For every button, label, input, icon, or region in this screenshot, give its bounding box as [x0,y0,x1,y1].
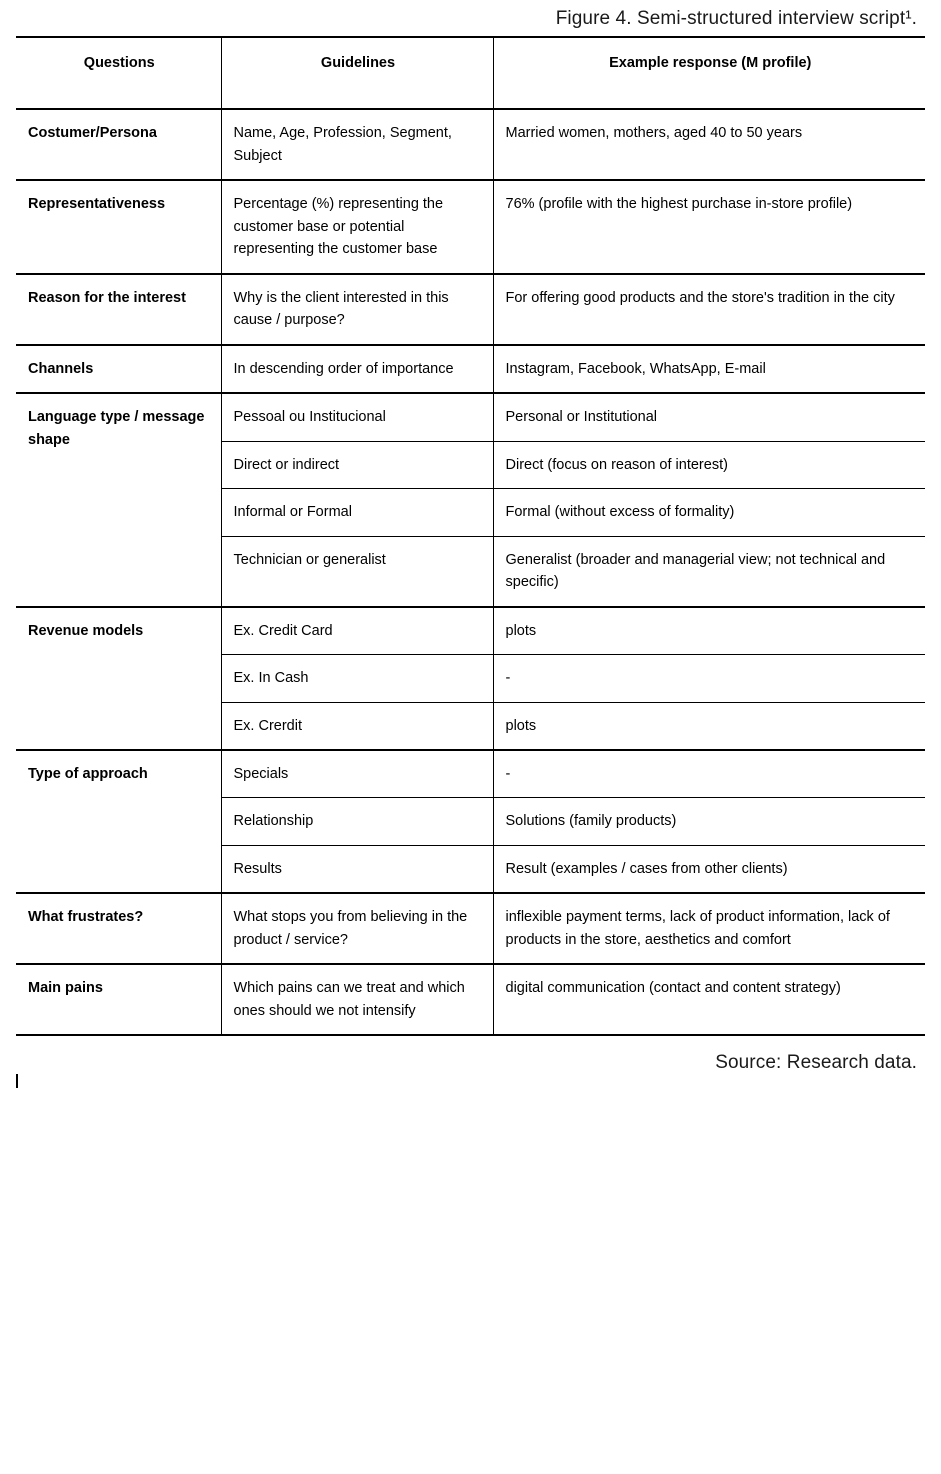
response-cell: plots [493,702,925,750]
table-bottom-rule [16,1035,925,1046]
question-cell: Language type / message shape [16,393,221,606]
guideline-cell: Ex. Crerdit [221,702,493,750]
question-cell: Main pains [16,964,221,1035]
guideline-cell: Percentage (%) representing the customer base or potential representing the customer base [221,180,493,273]
guideline-cell: Pessoal ou Institucional [221,393,493,441]
response-cell: - [493,655,925,702]
guideline-cell: What stops you from believing in the product / service? [221,893,493,964]
question-cell: Type of approach [16,750,221,893]
response-cell: 76% (profile with the highest purchase in-store profile) [493,180,925,273]
table-row [16,109,925,180]
question-cell: Channels [16,345,221,393]
table-row [16,180,925,273]
response-cell: inflexible payment terms, lack of product information, lack of products in the store, aesthetics and comfort [493,893,925,964]
guideline-cell: In descending order of importance [221,345,493,393]
table-bottom-rule-cell [493,1035,925,1046]
question-cell: What frustrates? [16,893,221,964]
guideline-cell: Why is the client interested in this cause / purpose? [221,274,493,345]
table-row [16,345,925,393]
guideline-cell: Ex. Credit Card [221,607,493,655]
source-caption: Source: Research data. [715,1052,917,1074]
question-cell: Revenue models [16,607,221,750]
table-row [16,893,925,964]
response-cell: Solutions (family products) [493,798,925,845]
guideline-cell: Results [221,845,493,893]
table-row [16,750,925,798]
column-header-guidelines: Guidelines [221,37,493,109]
interview-script-table [16,36,925,1046]
response-cell: Married women, mothers, aged 40 to 50 years [493,109,925,180]
guideline-cell: Relationship [221,798,493,845]
question-cell: Costumer/Persona [16,109,221,180]
response-cell: Instagram, Facebook, WhatsApp, E-mail [493,345,925,393]
guideline-cell: Direct or indirect [221,441,493,488]
table-bottom-rule-cell [221,1035,493,1046]
guideline-cell: Technician or generalist [221,536,493,606]
table-header [16,37,925,109]
figure-caption: Figure 4. Semi-structured interview script¹. [555,8,917,29]
response-cell: Personal or Institutional [493,393,925,441]
table-row [16,607,925,655]
guideline-cell: Specials [221,750,493,798]
column-header-questions: Questions [16,37,221,109]
table-body [16,109,925,1046]
column-header-example-response: Example response (M profile) [493,37,925,109]
response-cell: Generalist (broader and managerial view; not technical and specific) [493,536,925,606]
response-cell: Result (examples / cases from other clients) [493,845,925,893]
guideline-cell: Ex. In Cash [221,655,493,702]
guideline-cell: Informal or Formal [221,489,493,536]
guideline-cell: Name, Age, Profession, Segment, Subject [221,109,493,180]
page-bottom-tick [16,1074,925,1090]
question-cell: Representativeness [16,180,221,273]
response-cell: Formal (without excess of formality) [493,489,925,536]
response-cell: plots [493,607,925,655]
response-cell: digital communication (contact and content strategy) [493,964,925,1035]
response-cell: - [493,750,925,798]
response-cell: For offering good products and the store's tradition in the city [493,274,925,345]
table-row [16,274,925,345]
guideline-cell: Which pains can we treat and which ones should we not intensify [221,964,493,1035]
response-cell: Direct (focus on reason of interest) [493,441,925,488]
table-row [16,964,925,1035]
table-header-row [16,37,925,109]
table-bottom-rule-cell [16,1035,221,1046]
question-cell: Reason for the interest [16,274,221,345]
table-row [16,393,925,441]
